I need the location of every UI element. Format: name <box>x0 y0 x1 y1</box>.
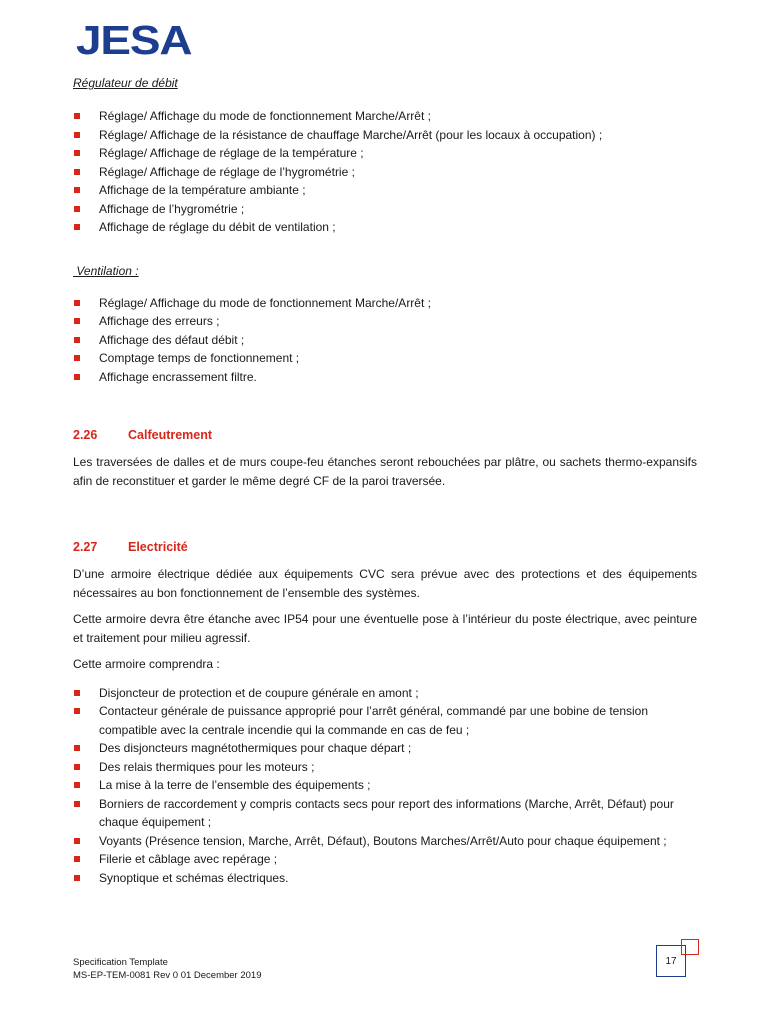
section-title: Calfeutrement <box>128 428 213 442</box>
list-item: La mise à la terre de l’ensemble des équipements ; <box>73 776 697 795</box>
list-item: Réglage/ Affichage de réglage de la température ; <box>73 144 697 163</box>
list-item: Réglage/ Affichage de réglage de l’hygrométrie ; <box>73 163 697 182</box>
paragraph-electricite-1: D’une armoire électrique dédiée aux équipements CVC sera prévue avec des protections et des équipements nécessaires au bon fonctionnement de l’ensemble des systèmes. <box>73 567 697 600</box>
section-heading-2-27 <box>73 538 697 556</box>
document-body <box>73 72 697 887</box>
paragraph-electricite-3: Cette armoire comprendra : <box>73 657 220 671</box>
section-number: 2.27 <box>73 540 98 554</box>
list-ventilation <box>73 294 697 387</box>
page-footer <box>73 956 262 982</box>
list-item: Des relais thermiques pour les moteurs ; <box>73 758 697 777</box>
section-title: Electricité <box>128 540 188 554</box>
list-item: Affichage de réglage du débit de ventilation ; <box>73 218 697 237</box>
list-item: Des disjoncteurs magnétothermiques pour chaque départ ; <box>73 739 697 758</box>
list-item: Réglage/ Affichage du mode de fonctionnement Marche/Arrêt ; <box>73 107 697 126</box>
section-heading-2-26 <box>73 426 697 444</box>
list-item: Voyants (Présence tension, Marche, Arrêt, Défaut), Boutons Marches/Arrêt/Auto pour chaque équipement ; <box>73 832 697 851</box>
jesa-logo: JESA <box>76 17 192 63</box>
list-item: Synoptique et schémas électriques. <box>73 869 697 888</box>
list-item: Affichage des erreurs ; <box>73 312 697 331</box>
paragraph-electricite-2: Cette armoire devra être étanche avec IP54 pour une éventuelle pose à l’intérieur du poste électrique, avec peinture et traitement pour milieu agressif. <box>73 612 697 645</box>
section-number: 2.26 <box>73 428 98 442</box>
subheading-ventilation: Ventilation : <box>73 263 139 278</box>
list-item: Affichage des défaut débit ; <box>73 331 697 350</box>
list-item: Disjoncteur de protection et de coupure générale en amont ; <box>73 684 697 703</box>
list-item: Comptage temps de fonctionnement ; <box>73 349 697 368</box>
list-item: Filerie et câblage avec repérage ; <box>73 850 697 869</box>
list-item: Réglage/ Affichage de la résistance de chauffage Marche/Arrêt (pour les locaux à occupation) ; <box>73 126 697 145</box>
page-number-corner-decoration <box>681 939 699 955</box>
list-armoire <box>73 684 697 888</box>
subheading-regulateur: Régulateur de débit <box>73 76 178 90</box>
page-number: 17 <box>665 955 677 967</box>
list-item: Affichage de la température ambiante ; <box>73 181 697 200</box>
footer-document-ref: MS-EP-TEM-0081 Rev 0 01 December 2019 <box>73 970 262 981</box>
list-item: Affichage encrassement filtre. <box>73 368 697 387</box>
paragraph-calfeutrement: Les traversées de dalles et de murs coupe-feu étanches seront rebouchées par plâtre, ou sachets thermo-expansifs afin de reconstituer et garder le même degré CF de la paroi traversée. <box>73 455 697 488</box>
list-item: Borniers de raccordement y compris contacts secs pour report des informations (Marche, Arrêt, Défaut) pour chaque équipement ; <box>73 795 697 832</box>
list-regulateur <box>73 107 697 237</box>
list-item: Réglage/ Affichage du mode de fonctionnement Marche/Arrêt ; <box>73 294 697 313</box>
list-item: Affichage de l’hygrométrie ; <box>73 200 697 219</box>
list-item: Contacteur générale de puissance approprié pour l’arrêt général, commandé par une bobine de tension compatible avec la centrale incendie qui la commande en cas de feu ; <box>73 702 697 739</box>
footer-template-name: Specification Template <box>73 957 168 968</box>
